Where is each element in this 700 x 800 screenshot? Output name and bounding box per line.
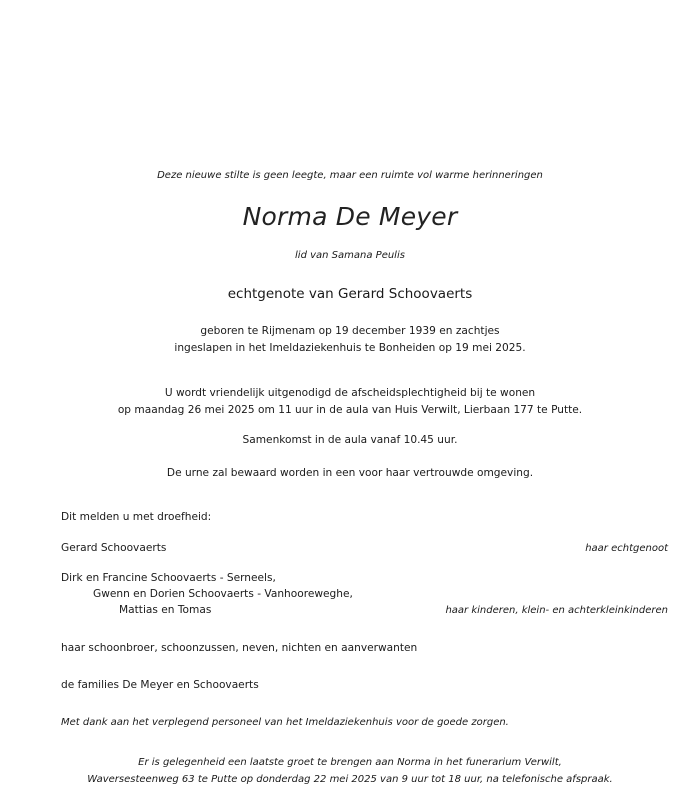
spouse-line: echtgenote van Gerard Schoovaerts — [227, 286, 473, 302]
membership-line: lid van Samana Peulis — [295, 250, 405, 261]
visit-line-2: Waversesteenweg 63 te Putte op donderdag 22 mei 2025 van 9 uur tot 18 uur, na telefonische afspraak. — [87, 774, 613, 785]
gathering-line: Samenkomst in de aula vanaf 10.45 uur. — [242, 434, 458, 446]
visit-line-1: Er is gelegenheid een laatste groet te brengen aan Norma in het funerarium Verwilt, — [138, 757, 562, 768]
motto: Deze nieuwe stilte is geen leegte, maar een ruimte vol warme herinneringen — [157, 170, 543, 181]
invitation-text — [0, 385, 700, 419]
children-line-3: Mattias en Tomas — [119, 604, 212, 616]
invitation-line-1: U wordt vriendelijk uitgenodigd de afscheidsplechtigheid bij te wonen — [164, 387, 536, 399]
relatives-line: haar schoonbroer, schoonzussen, neven, nichten en aanverwanten — [61, 642, 418, 654]
announce-line: Dit melden u met droefheid: — [61, 511, 212, 523]
thanks-line: Met dank aan het verplegend personeel van het Imeldaziekenhuis voor de goede zorgen. — [61, 717, 509, 728]
invitation-line-2: op maandag 26 mei 2025 om 11 uur in de aula van Huis Verwilt, Lierbaan 177 te Putte. — [117, 404, 583, 416]
birth-text — [0, 323, 700, 357]
deceased-name: Norma De Meyer — [242, 202, 458, 231]
birth-line-2: ingeslapen in het Imeldaziekenhuis te Bonheiden op 19 mei 2025. — [174, 342, 526, 354]
children-line-1: Dirk en Francine Schoovaerts - Serneels, — [61, 572, 276, 584]
families-line: de families De Meyer en Schoovaerts — [61, 679, 259, 691]
urn-line: De urne zal bewaard worden in een voor haar vertrouwde omgeving. — [166, 467, 534, 479]
children-role: haar kinderen, klein- en achterkleinkinderen — [445, 605, 668, 616]
children-line-2: Gwenn en Dorien Schoovaerts - Vanhooreweghe, — [93, 588, 353, 600]
visit-text — [0, 754, 700, 788]
husband-role: haar echtgenoot — [585, 543, 668, 554]
birth-line-1: geboren te Rijmenam op 19 december 1939 en zachtjes — [200, 325, 500, 337]
husband-name: Gerard Schoovaerts — [61, 542, 167, 554]
